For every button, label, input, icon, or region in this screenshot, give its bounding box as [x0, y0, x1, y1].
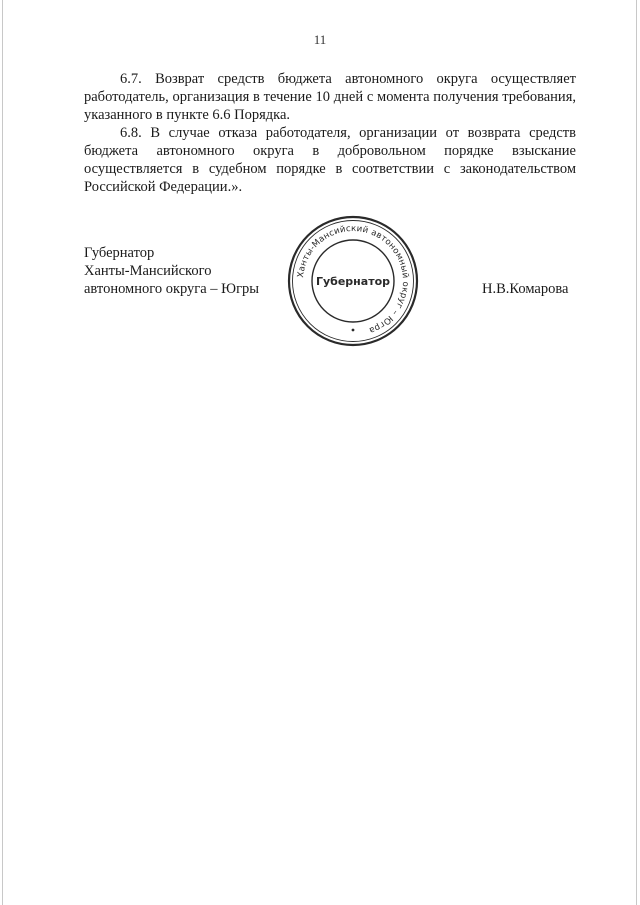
signer-name: Н.В.Комарова	[482, 281, 569, 297]
paragraph-6-8: 6.8. В случае отказа работодателя, организации от возврата средств бюджета автономного округа в добровольном порядке взыскание осуществляется в судебном порядке в соответствии с законодательством Российской Федерации.».	[84, 125, 576, 195]
official-seal-stamp	[286, 214, 420, 348]
page-edge-left	[2, 0, 3, 905]
seal-center-text: Губернатор	[315, 275, 391, 288]
signer-title-line-3: автономного округа – Югры	[84, 281, 260, 297]
page-edge-right	[636, 0, 637, 905]
page-number: 11	[313, 32, 327, 47]
paragraph-6-7: 6.7. Возврат средств бюджета автономного округа осуществляет работодатель, организация в течение 10 дней с момента получения требования, указанного в пункте 6.6 Порядка.	[84, 71, 576, 123]
seal-ring-text: Ханты-Мансийский автономный округ – Югра	[296, 223, 411, 336]
document-body	[84, 70, 576, 196]
signer-title-line-1: Губернатор	[84, 245, 155, 261]
seal-dot	[352, 329, 355, 332]
signer-title-block	[84, 244, 259, 298]
signer-title-line-2: Ханты-Мансийского	[84, 263, 212, 279]
